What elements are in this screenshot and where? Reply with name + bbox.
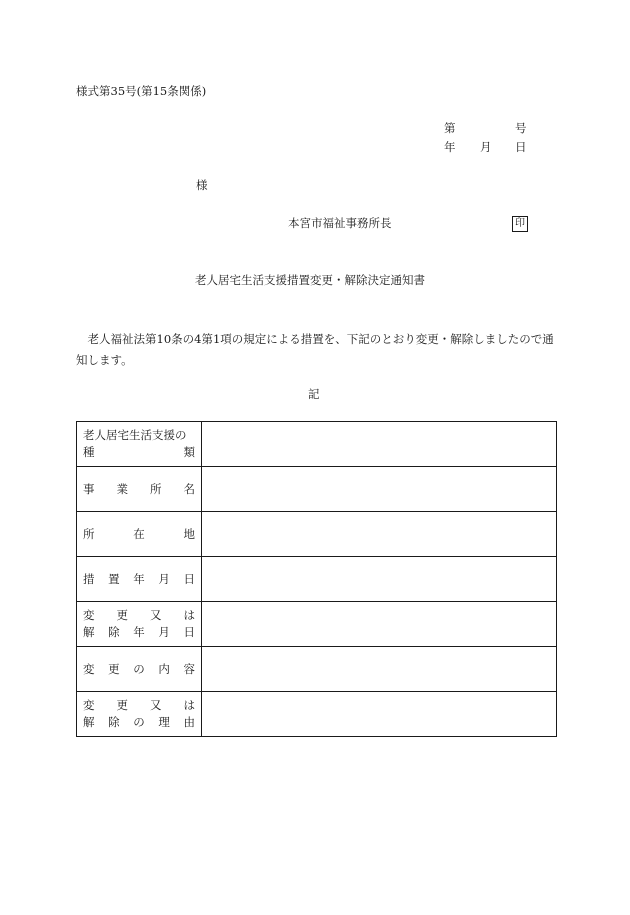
table-row xyxy=(77,647,557,692)
row-label-line2: 解 除 年 月 日 xyxy=(83,625,195,639)
ki-heading: 記 xyxy=(308,387,320,401)
row-value xyxy=(202,512,557,557)
row-label xyxy=(77,512,202,557)
row-label xyxy=(77,602,202,647)
issuer-name: 本宮市福祉事務所長 xyxy=(288,216,392,230)
row-label-line1: 変 更 又 は xyxy=(83,698,195,712)
document-title: 老人居宅生活支援措置変更・解除決定通知書 xyxy=(195,273,425,287)
row-value xyxy=(202,467,557,512)
table-row xyxy=(77,422,557,467)
table-row xyxy=(77,467,557,512)
addressee-suffix: 様 xyxy=(196,178,208,192)
table-row xyxy=(77,692,557,737)
row-value xyxy=(202,692,557,737)
table-row xyxy=(77,512,557,557)
row-label-line2: 種 類 xyxy=(83,445,195,459)
body-text: 老人福祉法第10条の4第1項の規定による措置を、下記のとおり変更・解除しましたので通知します。 xyxy=(76,332,554,367)
row-label-line1: 変 更 又 は xyxy=(83,608,195,622)
form-number: 様式第35号(第15条関係) xyxy=(76,84,207,98)
row-value xyxy=(202,557,557,602)
row-label-line1: 所 在 地 xyxy=(83,526,195,541)
row-label xyxy=(77,647,202,692)
row-label-line2: 解 除 の 理 由 xyxy=(83,715,195,729)
row-label xyxy=(77,467,202,512)
row-label-line1: 老人居宅生活支援の xyxy=(83,428,187,442)
doc-number-prefix: 第 xyxy=(444,121,456,135)
date-day: 日 xyxy=(515,140,527,154)
doc-number-suffix: 号 xyxy=(515,121,527,135)
table-row xyxy=(77,557,557,602)
details-table xyxy=(76,421,557,737)
row-label-line1: 措 置 年 月 日 xyxy=(83,571,195,586)
date-year: 年 xyxy=(444,140,456,154)
row-label-line1: 変 更 の 内 容 xyxy=(83,661,195,676)
row-label xyxy=(77,422,202,467)
date-month: 月 xyxy=(480,140,492,154)
row-value xyxy=(202,647,557,692)
table-row xyxy=(77,602,557,647)
row-value xyxy=(202,422,557,467)
row-label xyxy=(77,692,202,737)
row-label xyxy=(77,557,202,602)
row-label-line1: 事 業 所 名 xyxy=(83,481,195,496)
row-value xyxy=(202,602,557,647)
seal-mark: 印 xyxy=(512,216,528,232)
